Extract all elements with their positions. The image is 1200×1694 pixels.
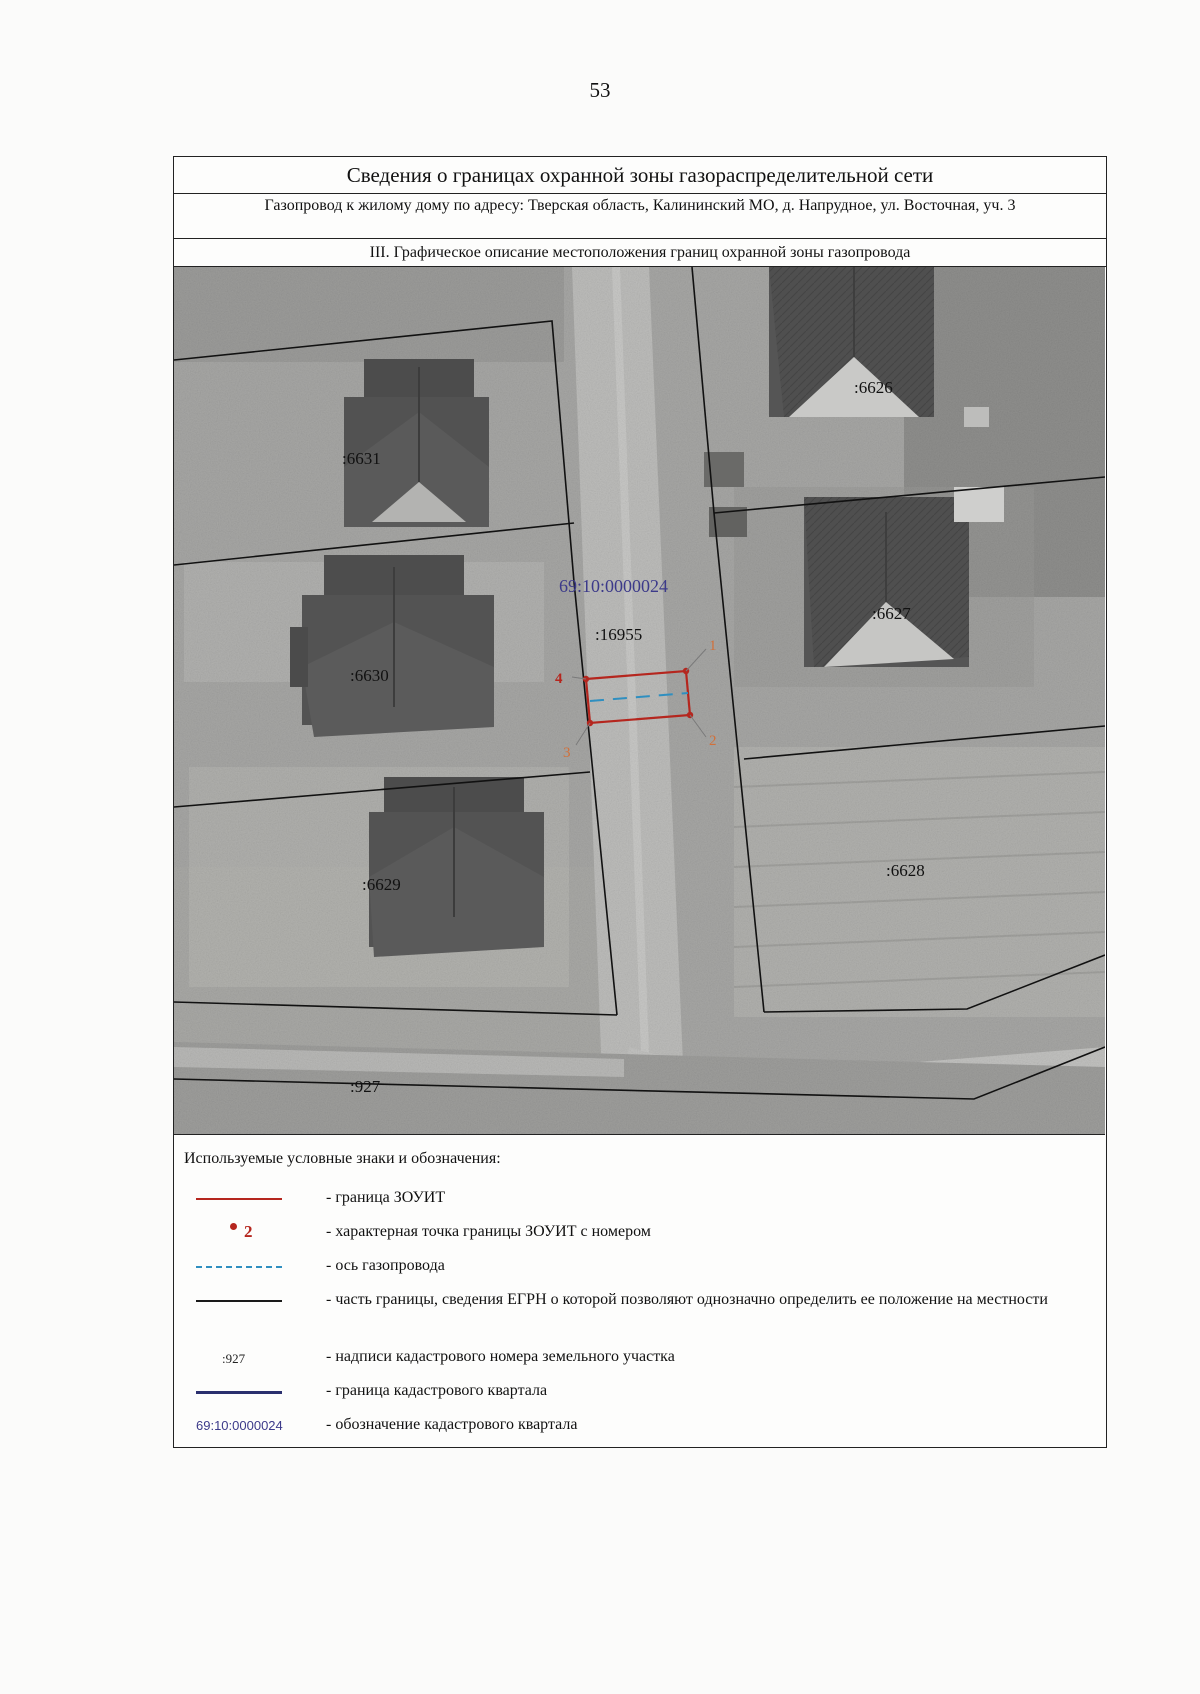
- object-description: Газопровод к жилому дому по адресу: Тверская область, Калининский МО, д. Напрудное, ул. Восточная, уч. 3: [174, 194, 1106, 239]
- parcel-label-6628: :6628: [886, 861, 925, 880]
- document-frame: [173, 156, 1107, 1448]
- blue-dashed-line-symbol: [192, 1252, 292, 1282]
- point-label-4: 4: [555, 671, 563, 687]
- parcel-label-6629: :6629: [362, 875, 401, 894]
- legend-item-zone-point: [174, 1218, 1106, 1248]
- parcel-label-6630: :6630: [350, 666, 389, 685]
- parcel-label-6627: :6627: [872, 604, 911, 623]
- quarter-label: 69:10:0000024: [559, 576, 669, 596]
- legend-text: - обозначение кадастрового квартала: [326, 1416, 578, 1433]
- sample-parcel-number: :927: [222, 1351, 246, 1366]
- parcel-label-927: :927: [350, 1077, 381, 1096]
- legend-item-parcel-label: [174, 1343, 1106, 1373]
- aerial-map: [174, 267, 1105, 1135]
- legend-item-quarter-boundary: [174, 1377, 1106, 1407]
- legend-item-parcel-boundary: [174, 1286, 1106, 1338]
- page-number: 53: [589, 78, 611, 102]
- legend-text: - часть границы, сведения ЕГРН о которой позволяют однозначно определить ее положение на местности: [326, 1291, 1048, 1308]
- document-title: Сведения о границах охранной зоны газораспределительной сети: [174, 157, 1106, 194]
- dark-blue-line-symbol: [192, 1377, 292, 1407]
- red-dot-icon: [230, 1223, 237, 1230]
- legend-text: - граница ЗОУИТ: [326, 1189, 446, 1206]
- legend-title: Используемые условные знаки и обозначения:: [184, 1150, 501, 1167]
- black-line-symbol: [192, 1286, 292, 1316]
- point-label-1: 1: [709, 638, 717, 654]
- point-label-3: 3: [563, 745, 571, 761]
- point-number: 2: [244, 1222, 253, 1241]
- point-label-2: 2: [709, 733, 717, 749]
- legend-text: - характерная точка границы ЗОУИТ с номером: [326, 1223, 651, 1240]
- parcel-label-6626: :6626: [854, 378, 893, 397]
- legend-item-gas-axis: [174, 1252, 1106, 1282]
- legend-text: - ось газопровода: [326, 1257, 445, 1274]
- parcel-label-symbol: [192, 1343, 292, 1373]
- red-point-symbol: [192, 1218, 292, 1248]
- legend-text: - граница кадастрового квартала: [326, 1382, 548, 1399]
- legend-text: - надписи кадастрового номера земельного участка: [326, 1348, 675, 1365]
- parcel-label-16955: :16955: [595, 625, 643, 644]
- section-title: III. Графическое описание местоположения границ охранной зоны газопровода: [174, 239, 1106, 267]
- legend-item-quarter-label: [174, 1411, 1106, 1441]
- sample-quarter-number: 69:10:0000024: [196, 1418, 283, 1433]
- parcel-label-6631: :6631: [342, 449, 381, 468]
- map-canvas: [174, 267, 1105, 1134]
- quarter-label-symbol: [192, 1411, 292, 1441]
- red-line-symbol: [192, 1184, 292, 1214]
- legend-item-zone-boundary: [174, 1184, 1106, 1214]
